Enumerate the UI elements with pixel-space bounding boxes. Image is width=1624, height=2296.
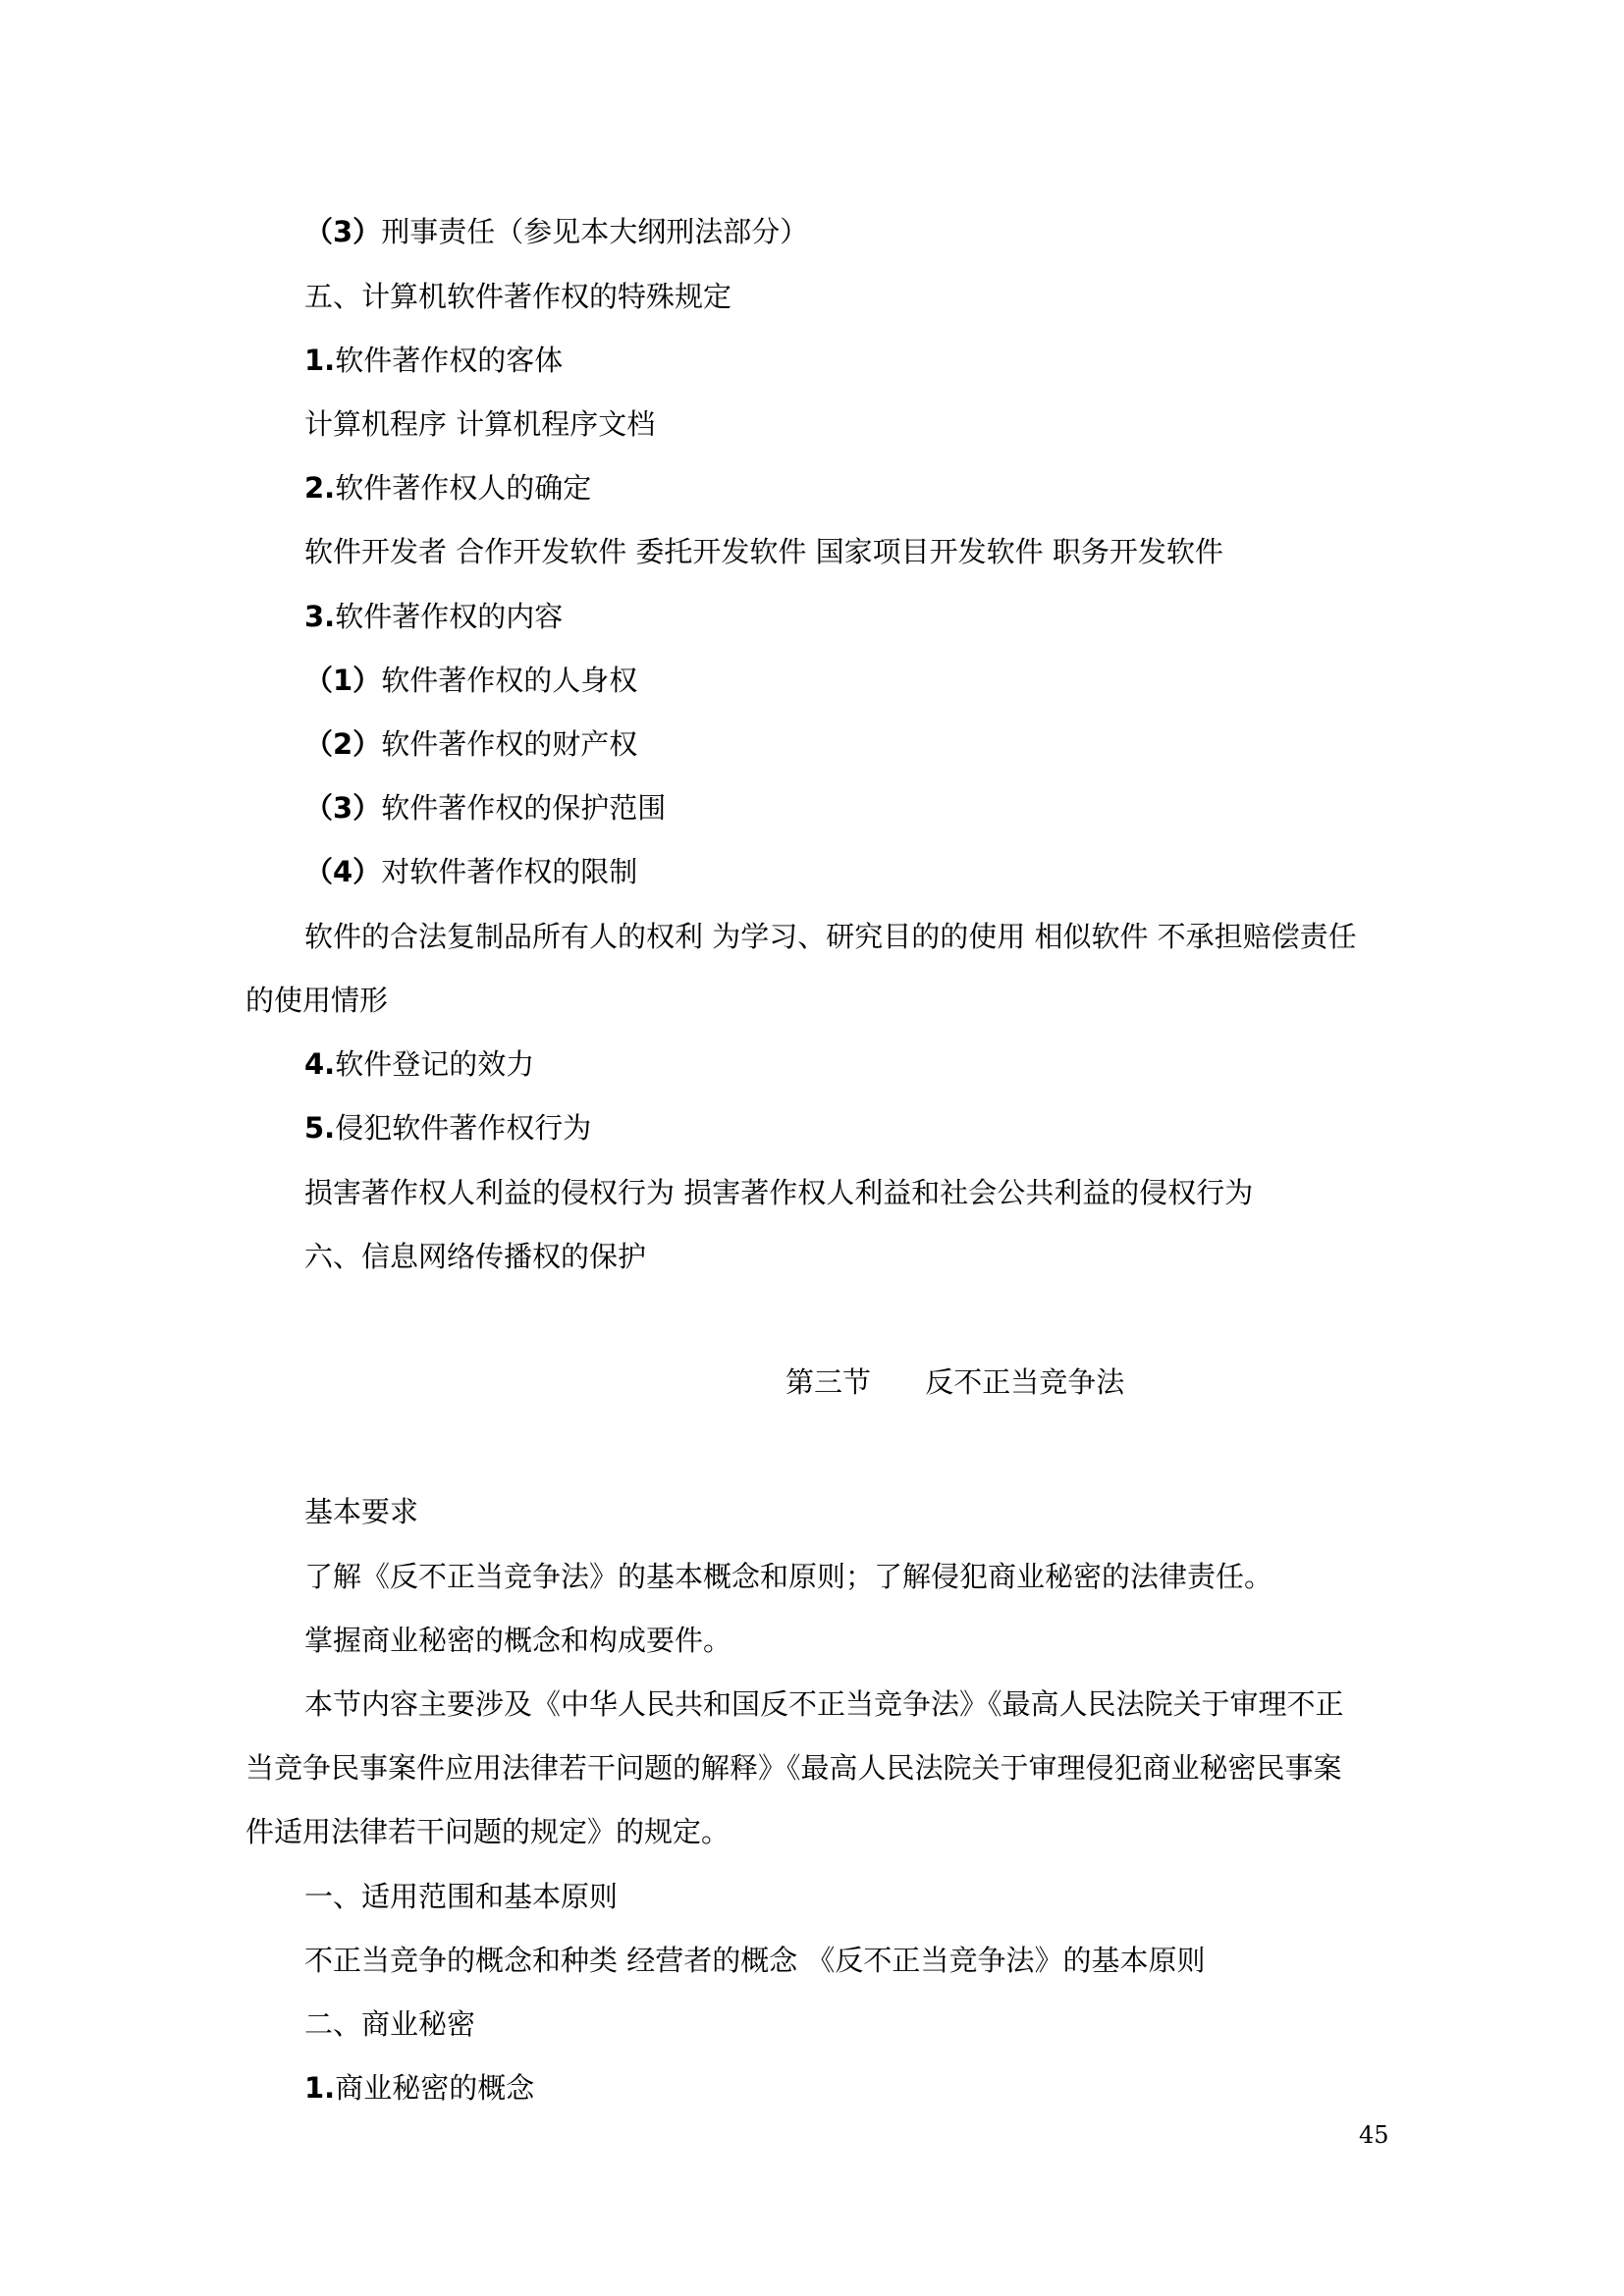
- property-rights-item: （2）软件著作权的财产权: [304, 727, 638, 761]
- software-copyright-heading: 五、计算机软件著作权的特殊规定: [304, 280, 732, 313]
- limitation-detail-line-2: 的使用情形: [245, 984, 389, 1017]
- limitation-detail-line-1: 软件的合法复制品所有人的权利 为学习、研究目的的使用 相似软件 不承担赔偿责任: [304, 920, 1357, 953]
- section-title: 第三节 反不正当竞争法: [785, 1365, 1125, 1399]
- personal-rights-item: （1）软件著作权的人身权: [304, 664, 638, 697]
- master-requirement: 掌握商业秘密的概念和构成要件。: [304, 1624, 732, 1657]
- protection-scope-item: （3）软件著作权的保护范围: [304, 791, 667, 825]
- trade-secret-concept-heading: 1.商业秘密的概念: [304, 2071, 535, 2105]
- registration-effect-heading: 4.软件登记的效力: [304, 1047, 535, 1081]
- software-object-heading: 1.软件著作权的客体: [304, 344, 564, 377]
- scope-principles-items: 不正当竞争的概念和种类 经营者的概念 《反不正当竞争法》的基本原则: [304, 1944, 1206, 1977]
- section-scope-line-3: 件适用法律若干问题的规定》的规定。: [245, 1815, 731, 1848]
- page-number: 45: [1359, 2121, 1389, 2149]
- infringement-heading: 5.侵犯软件著作权行为: [304, 1111, 592, 1145]
- software-owner-items: 软件开发者 合作开发软件 委托开发软件 国家项目开发软件 职务开发软件: [304, 535, 1223, 568]
- limitation-item: （4）对软件著作权的限制: [304, 855, 638, 888]
- section-scope-line-1: 本节内容主要涉及《中华人民共和国反不正当竞争法》《最高人民法院关于审理不正: [304, 1687, 1344, 1721]
- trade-secret-heading: 二、商业秘密: [304, 2007, 476, 2041]
- scope-principles-heading: 一、适用范围和基本原则: [304, 1880, 619, 1913]
- software-object-items: 计算机程序 计算机程序文档: [304, 407, 656, 441]
- infringement-items: 损害著作权人利益的侵权行为 损害著作权人利益和社会公共利益的侵权行为: [304, 1176, 1254, 1209]
- network-transmission-heading: 六、信息网络传播权的保护: [304, 1240, 647, 1273]
- section-scope-line-2: 当竞争民事案件应用法律若干问题的解释》《最高人民法院关于审理侵犯商业秘密民事案: [245, 1751, 1342, 1785]
- criminal-liability-item: （3）刑事责任（参见本大纲刑法部分）: [304, 215, 809, 248]
- understand-requirement: 了解《反不正当竞争法》的基本概念和原则；了解侵犯商业秘密的法律责任。: [304, 1560, 1273, 1593]
- software-owner-heading: 2.软件著作权人的确定: [304, 471, 592, 505]
- software-content-heading: 3.软件著作权的内容: [304, 600, 564, 633]
- basic-requirements-label: 基本要求: [304, 1495, 419, 1528]
